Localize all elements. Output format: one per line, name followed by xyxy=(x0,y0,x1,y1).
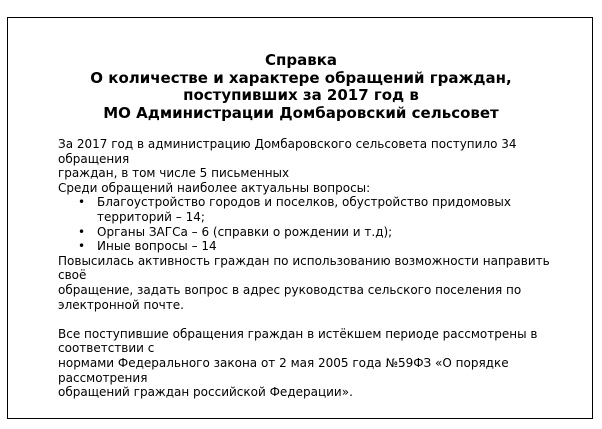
list-item xyxy=(58,225,558,240)
list-item-text: территорий – 14; xyxy=(97,209,205,224)
closing-line: нормами Федерального закона от 2 мая 2005 года №59ФЗ «О порядке xyxy=(58,355,509,370)
activity-line: электронной почте. xyxy=(58,297,184,312)
document-title xyxy=(0,52,602,122)
list-item xyxy=(58,195,558,224)
title-line: поступивших за 2017 год в xyxy=(183,86,419,104)
list-item-text: Иные вопросы – 14 xyxy=(97,239,217,254)
closing-line: обращений граждан российской Федерации». xyxy=(58,385,353,400)
intro-line: За 2017 год в администрацию Домбаровского сельсовета поступило 34 xyxy=(58,137,517,151)
title-line: Справка xyxy=(264,51,338,69)
closing-line: соответствии с xyxy=(58,341,155,356)
list-item-text: Благоустройство городов и поселков, обустройство придомовых xyxy=(97,195,511,210)
document-body xyxy=(58,137,558,400)
list-item xyxy=(58,239,558,254)
bullet-marker: • xyxy=(78,195,86,210)
intro-line: обращения xyxy=(58,151,130,166)
activity-line: Повысилась активность граждан по использованию возможности направить xyxy=(58,253,550,268)
bullet-marker: • xyxy=(78,224,86,239)
paragraph-gap xyxy=(58,312,558,327)
intro-line: граждан, в том числе 5 письменных xyxy=(58,166,290,181)
title-line: О количестве и характере обращений граждан, xyxy=(90,68,512,87)
activity-line: обращение, задать вопрос в адрес руководства сельского поселения по xyxy=(58,282,522,297)
closing-line: рассмотрения xyxy=(58,370,148,385)
bullet-marker: • xyxy=(78,239,86,254)
list-item-text: Органы ЗАГСа – 6 (справки о рождении и т.д); xyxy=(97,224,393,239)
intro-line: Среди обращений наиболее актуальны вопросы: xyxy=(58,180,371,195)
issues-list xyxy=(58,195,558,253)
title-line: МО Администрации Домбаровский сельсовет xyxy=(103,103,499,122)
closing-line: Все поступившие обращения граждан в истёкшем периоде рассмотрены в xyxy=(58,326,538,341)
activity-line: своё xyxy=(58,268,87,283)
